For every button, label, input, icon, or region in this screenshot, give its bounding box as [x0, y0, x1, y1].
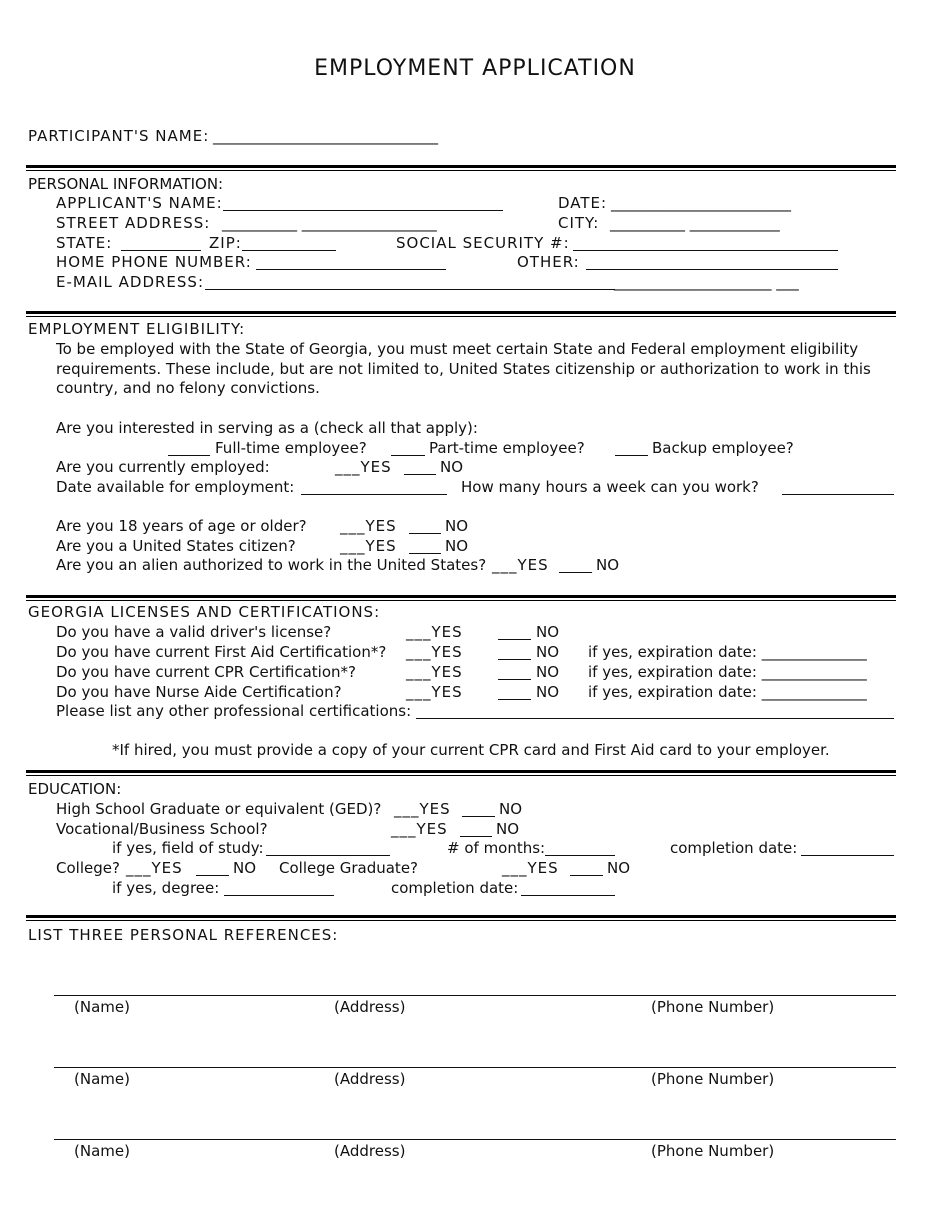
- reference-1-phone-caption: (Phone Number): [651, 998, 775, 1016]
- certification-note: *If hired, you must provide a copy of your current CPR card and First Aid card to your employer.: [112, 741, 830, 759]
- nurse-aide-expiration-field[interactable]: if yes, expiration date: ______________: [588, 683, 867, 701]
- vocational-completion-field[interactable]: [801, 855, 894, 856]
- date-available-field[interactable]: [301, 494, 447, 495]
- section-divider: [26, 915, 896, 918]
- other-field[interactable]: [586, 269, 838, 270]
- part-time-label: Part-time employee?: [429, 439, 585, 457]
- section-divider: [26, 770, 896, 773]
- other-certifications-label: Please list any other professional certifications:: [56, 702, 412, 720]
- eligibility-heading: EMPLOYMENT ELIGIBILITY:: [28, 320, 246, 338]
- eligibility-paragraph-line: requirements. These include, but are not limited to, United States citizenship or authorization to work in this: [56, 360, 871, 378]
- first-aid-question: Do you have current First Aid Certification*?: [56, 643, 387, 661]
- cpr-expiration-field[interactable]: if yes, expiration date: ______________: [588, 663, 867, 681]
- full-time-checkbox[interactable]: [168, 455, 210, 456]
- alien-yes-option[interactable]: ___YES: [492, 556, 549, 574]
- drivers-license-no-label: NO: [536, 623, 560, 641]
- high-school-question: High School Graduate or equivalent (GED)?: [56, 800, 382, 818]
- college-completion-label: completion date:: [391, 879, 519, 897]
- state-label: STATE:: [56, 234, 113, 252]
- drivers-license-no-blank[interactable]: [498, 639, 531, 640]
- employed-no-label: NO: [440, 458, 464, 476]
- months-field[interactable]: [545, 855, 615, 856]
- high-school-yes-option[interactable]: ___YES: [394, 800, 451, 818]
- date-available-label: Date available for employment:: [56, 478, 295, 496]
- employed-yes-option[interactable]: ___YES: [335, 458, 392, 476]
- other-label: OTHER:: [517, 253, 580, 271]
- first-aid-yes-option[interactable]: ___YES: [406, 643, 463, 661]
- ssn-field[interactable]: [573, 250, 838, 251]
- alien-no-blank[interactable]: [559, 572, 592, 573]
- email-field-extra[interactable]: _____________________ ___: [614, 273, 799, 291]
- other-certifications-field[interactable]: [416, 718, 894, 719]
- section-divider-thin: [26, 316, 896, 317]
- cpr-no-blank[interactable]: [498, 679, 531, 680]
- street-address-label: STREET ADDRESS:: [56, 214, 211, 232]
- page-title: EMPLOYMENT APPLICATION: [314, 56, 636, 81]
- state-field[interactable]: [121, 250, 201, 251]
- citizen-no-label: NO: [445, 537, 469, 555]
- reference-3-line[interactable]: [54, 1139, 896, 1140]
- vocational-no-blank[interactable]: [460, 836, 492, 837]
- vocational-yes-option[interactable]: ___YES: [391, 820, 448, 838]
- street-address-field[interactable]: __________ __________________: [222, 214, 437, 232]
- reference-2-address-caption: (Address): [334, 1070, 406, 1088]
- college-graduate-no-blank[interactable]: [570, 875, 603, 876]
- city-label: CITY:: [558, 214, 600, 232]
- email-label: E-MAIL ADDRESS:: [56, 273, 205, 291]
- ssn-label: SOCIAL SECURITY #:: [396, 234, 570, 252]
- hours-field[interactable]: [782, 494, 894, 495]
- zip-label: ZIP:: [209, 234, 242, 252]
- reference-1-name-caption: (Name): [74, 998, 130, 1016]
- section-divider-thin: [26, 600, 896, 601]
- section-divider-thin: [26, 775, 896, 776]
- citizen-question: Are you a United States citizen?: [56, 537, 296, 555]
- vocational-completion-label: completion date:: [670, 839, 798, 857]
- interested-question: Are you interested in serving as a (check all that apply):: [56, 419, 478, 437]
- reference-3-address-caption: (Address): [334, 1142, 406, 1160]
- eligibility-paragraph-line: To be employed with the State of Georgia, you must meet certain State and Federal employment eligibility: [56, 340, 859, 358]
- reference-2-phone-caption: (Phone Number): [651, 1070, 775, 1088]
- nurse-aide-no-label: NO: [536, 683, 560, 701]
- cpr-question: Do you have current CPR Certification*?: [56, 663, 356, 681]
- participant-name-field[interactable]: ______________________________: [213, 127, 438, 145]
- applicant-name-label: APPLICANT'S NAME:: [56, 194, 223, 212]
- field-of-study-field[interactable]: [266, 855, 390, 856]
- date-field[interactable]: ________________________: [611, 194, 791, 212]
- first-aid-no-label: NO: [536, 643, 560, 661]
- cpr-yes-option[interactable]: ___YES: [406, 663, 463, 681]
- college-graduate-no-label: NO: [607, 859, 631, 877]
- backup-checkbox[interactable]: [615, 455, 648, 456]
- college-question: College?: [56, 859, 120, 877]
- home-phone-field[interactable]: [256, 269, 446, 270]
- reference-3-phone-caption: (Phone Number): [651, 1142, 775, 1160]
- section-divider-thin: [26, 170, 896, 171]
- college-no-label: NO: [233, 859, 257, 877]
- degree-field[interactable]: [224, 895, 334, 896]
- employed-question: Are you currently employed:: [56, 458, 270, 476]
- college-graduate-question: College Graduate?: [279, 859, 419, 877]
- nurse-aide-question: Do you have Nurse Aide Certification?: [56, 683, 342, 701]
- city-field[interactable]: __________ ____________: [610, 214, 780, 232]
- age-no-blank[interactable]: [409, 533, 441, 534]
- section-divider: [26, 165, 896, 168]
- nurse-aide-no-blank[interactable]: [498, 699, 531, 700]
- eligibility-paragraph-line: country, and no felony convictions.: [56, 379, 320, 397]
- field-of-study-label: if yes, field of study:: [112, 839, 264, 857]
- cpr-no-label: NO: [536, 663, 560, 681]
- alien-question: Are you an alien authorized to work in the United States?: [56, 556, 487, 574]
- reference-2-name-caption: (Name): [74, 1070, 130, 1088]
- high-school-no-label: NO: [499, 800, 523, 818]
- reference-1-line[interactable]: [54, 995, 896, 996]
- section-divider: [26, 595, 896, 598]
- zip-field[interactable]: [242, 250, 336, 251]
- participant-name-label: PARTICIPANT'S NAME:: [28, 127, 210, 145]
- backup-label: Backup employee?: [652, 439, 794, 457]
- reference-2-line[interactable]: [54, 1067, 896, 1068]
- college-yes-option[interactable]: ___YES: [126, 859, 183, 877]
- applicant-name-field[interactable]: [223, 210, 503, 211]
- college-no-blank[interactable]: [196, 875, 229, 876]
- part-time-checkbox[interactable]: [391, 455, 425, 456]
- vocational-no-label: NO: [496, 820, 520, 838]
- months-label: # of months:: [447, 839, 546, 857]
- nurse-aide-yes-option[interactable]: ___YES: [406, 683, 463, 701]
- section-divider: [26, 311, 896, 314]
- age-no-label: NO: [445, 517, 469, 535]
- citizen-no-blank[interactable]: [409, 553, 441, 554]
- employed-no-blank[interactable]: [404, 474, 436, 475]
- reference-1-address-caption: (Address): [334, 998, 406, 1016]
- first-aid-no-blank[interactable]: [498, 659, 531, 660]
- college-graduate-yes-option[interactable]: ___YES: [502, 859, 559, 877]
- citizen-yes-option[interactable]: ___YES: [340, 537, 397, 555]
- section-divider-thin: [26, 920, 896, 921]
- age-yes-option[interactable]: ___YES: [340, 517, 397, 535]
- references-heading: LIST THREE PERSONAL REFERENCES:: [28, 926, 339, 944]
- degree-label: if yes, degree:: [112, 879, 220, 897]
- drivers-license-yes-option[interactable]: ___YES: [406, 623, 463, 641]
- email-field[interactable]: [205, 289, 615, 290]
- home-phone-label: HOME PHONE NUMBER:: [56, 253, 252, 271]
- date-label: DATE:: [558, 194, 608, 212]
- education-heading: EDUCATION:: [28, 780, 122, 798]
- age-question: Are you 18 years of age or older?: [56, 517, 307, 535]
- full-time-label: Full-time employee?: [215, 439, 367, 457]
- hours-question: How many hours a week can you work?: [461, 478, 759, 496]
- alien-no-label: NO: [596, 556, 620, 574]
- first-aid-expiration-field[interactable]: if yes, expiration date: ______________: [588, 643, 867, 661]
- drivers-license-question: Do you have a valid driver's license?: [56, 623, 332, 641]
- vocational-question: Vocational/Business School?: [56, 820, 268, 838]
- college-completion-field[interactable]: [521, 895, 615, 896]
- high-school-no-blank[interactable]: [462, 816, 495, 817]
- reference-3-name-caption: (Name): [74, 1142, 130, 1160]
- personal-info-heading: PERSONAL INFORMATION:: [28, 175, 224, 193]
- licenses-heading: GEORGIA LICENSES AND CERTIFICATIONS:: [28, 603, 381, 621]
